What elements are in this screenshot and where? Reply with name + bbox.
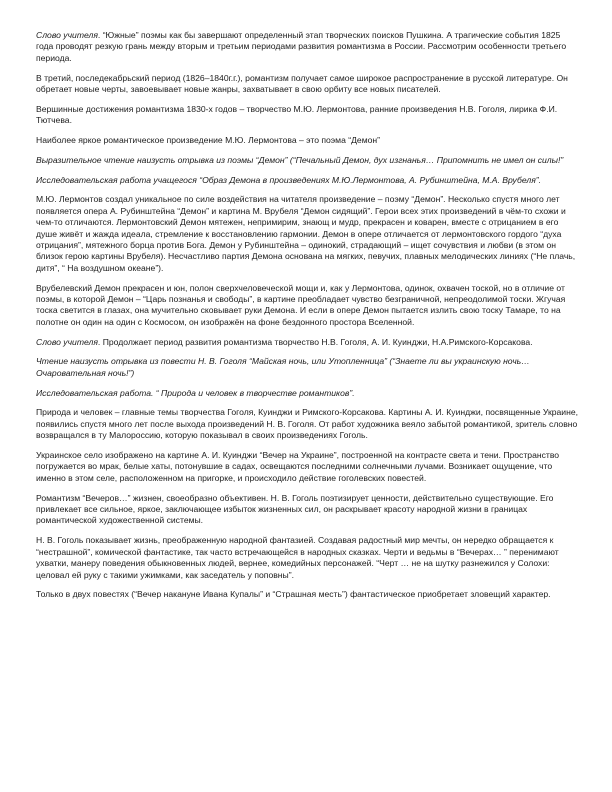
paragraph-romanticism-evenings: Романтизм “Вечеров…” жизнен, своеобразно объективен. Н. В. Гоголь поэтизирует ценности, действительно существующие. Его привлекает все сильное, яркое, заключающее избыток жизненных сил, он раскрывает красоту народной жизни в границах романтической художественной системы.: [36, 492, 554, 526]
paragraph-text: . Продолжает период развития романтизма творчество Н.В. Гоголя, А. И. Куинджи, Н.А.Римского-Корсакова.: [97, 336, 533, 347]
document-page: [36, 30, 580, 609]
paragraph-reading-gogol: [36, 356, 580, 379]
paragraph-folk-fantasy: Н. В. Гоголь показывает жизнь, преображенную народной фантазией. Создавая радостный мир мечты, он нередко обращается к “нестрашной”, комической фантастике, так часто встречающейся в народных сказках. Черти и ведьмы в “Вечерах… ” перенимают ухватки, манеру поведения обыкновенных людей, вернее, комедийных персонажей. “Черт … не на шутку разнежился у Солохи: целовал ей руку с такими ужимками, как заседатель у поповны”.: [36, 535, 559, 580]
paragraph-demon-intro: Наиболее яркое романтическое произведение М.Ю. Лермонтова – это поэма “Демон”: [36, 135, 381, 146]
paragraph-nature-and-man: Природа и человек – главные темы творчества Гоголя, Куинджи и Римского-Корсакова. Картины А. И. Куинджи, посвященные Украине, появились спустя много лет после выхода произведений Н. В. Гоголя. От работ художника веяло забытой романтикой, зритель словно возвращался в ту Малороссию, которую показывал в своих произведениях Гоголь.: [36, 407, 579, 441]
paragraph-lead: Слово учителя: [36, 336, 98, 347]
paragraph-ukrainian-village: Украинское село изображено на картине А. И. Куинджи “Вечер на Украине”, построенной на контрасте света и тени. Пространство погружается во мрак, белые хаты, потонувшие в садах, освещаются последними солнечными лучами. Возникает ощущение, что именно в этом селе, расположенном на пригорке, и происходило действие гоголевских повестей.: [36, 450, 560, 483]
paragraph-third-period: В третий, последекабрьский период (1826–1840г.г.), романтизм получает самое широкое распространение в русской литературе. Он обретает новые черты, завоевывает новые жанры, захватывает в свою орбиту все новых писателей.: [36, 72, 568, 95]
paragraph-quote-part: (“Знаете ли вы украинскую ночь… Очаровательная ночь!”): [36, 356, 530, 378]
paragraph-demon-comparison: М.Ю. Лермонтов создал уникальное по силе воздействия на читателя произведение – поэму “Демон”. Несколько спустя много лет появляется опера А. Рубинштейна “Демон” и картина М. Врубеля “Демон сидящий”. Герои всех этих произведений в чём-то схожи и чем-то отличаются. Лермонтовский Демон мятежен, непримирим, знающ и мудр, прекрасен и коварен, вместе с отрицанием в его душе живёт и жажда идеала, стремление к восстановлению гармонии. Демон в опере отличается от лермонтовского гордого “духа отрицания”, мятежного борца против Бога. Демон у Рубинштейна – одинокий, страдающий – ищет сочувствия и любви (в этом он близок герою картины Врубеля). Несчастливо партия Демона основана на мягких, певучих, плавных мелодических линиях (“Не плачь, дитя”, “ На воздушном океане”).: [36, 194, 576, 273]
paragraph-two-stories: Только в двух повестях (“Вечер накануне Ивана Купалы” и “Страшная месть”) фантастическое приобретает зловещий характер.: [36, 589, 551, 600]
paragraph-nature-research: Исследовательская работа. “ Природа и человек в творчестве романтиков”.: [36, 387, 355, 398]
paragraph-text: . “Южные” поэмы как бы завершают определенный этап творческих поисков Пушкина. А трагические события 1825 года проводят резкую грань между вторым и третьим периодами развития романтизма в России. Рассмотрим особенности третьего периода.: [36, 30, 567, 63]
paragraph-italic-part: Чтение наизусть отрывка из повести Н. В. Гоголя “Майская ночь, или Утопленница”: [36, 356, 388, 367]
paragraph-achievements: Вершинные достижения романтизма 1830-х годов – творчество М.Ю. Лермонтова, ранние произведения Н.В. Гоголя, лирика Ф.И. Тютчева.: [36, 103, 558, 126]
paragraph-teacher-word-2: [36, 337, 580, 348]
paragraph-teacher-word-1: [36, 30, 580, 64]
paragraph-research-task: Исследовательская работа учащегося “Образ Демона в произведениях М.Ю.Лермонтова, А. Рубинштейна, М.А. Врубеля”.: [36, 174, 542, 185]
paragraph-vrubel-demon: Врубелевский Демон прекрасен и юн, полон сверхчеловеческой мощи и, как у Лермонтова, одинок, охвачен тоской, но в отличие от поэмы, в которой Демон – “Царь познанья и свободы”, в картине преобладает чувство безграничной, непреодолимой тоски. Жгучая тоска светится в глазах, она мучительно сковывает руки Демона. И если в опере Демон пытается излить свою тоску Тамаре, то на полотне он один на один с Космосом, он изображён на фоне бездонного простора Вселенной.: [36, 282, 566, 327]
paragraph-reading-task: Выразительное чтение наизусть отрывка из поэмы “Демон” (“Печальный Демон, дух изгнанья… Припомнить не имел он силы!”: [36, 154, 564, 165]
paragraph-lead: Слово учителя: [36, 30, 98, 40]
